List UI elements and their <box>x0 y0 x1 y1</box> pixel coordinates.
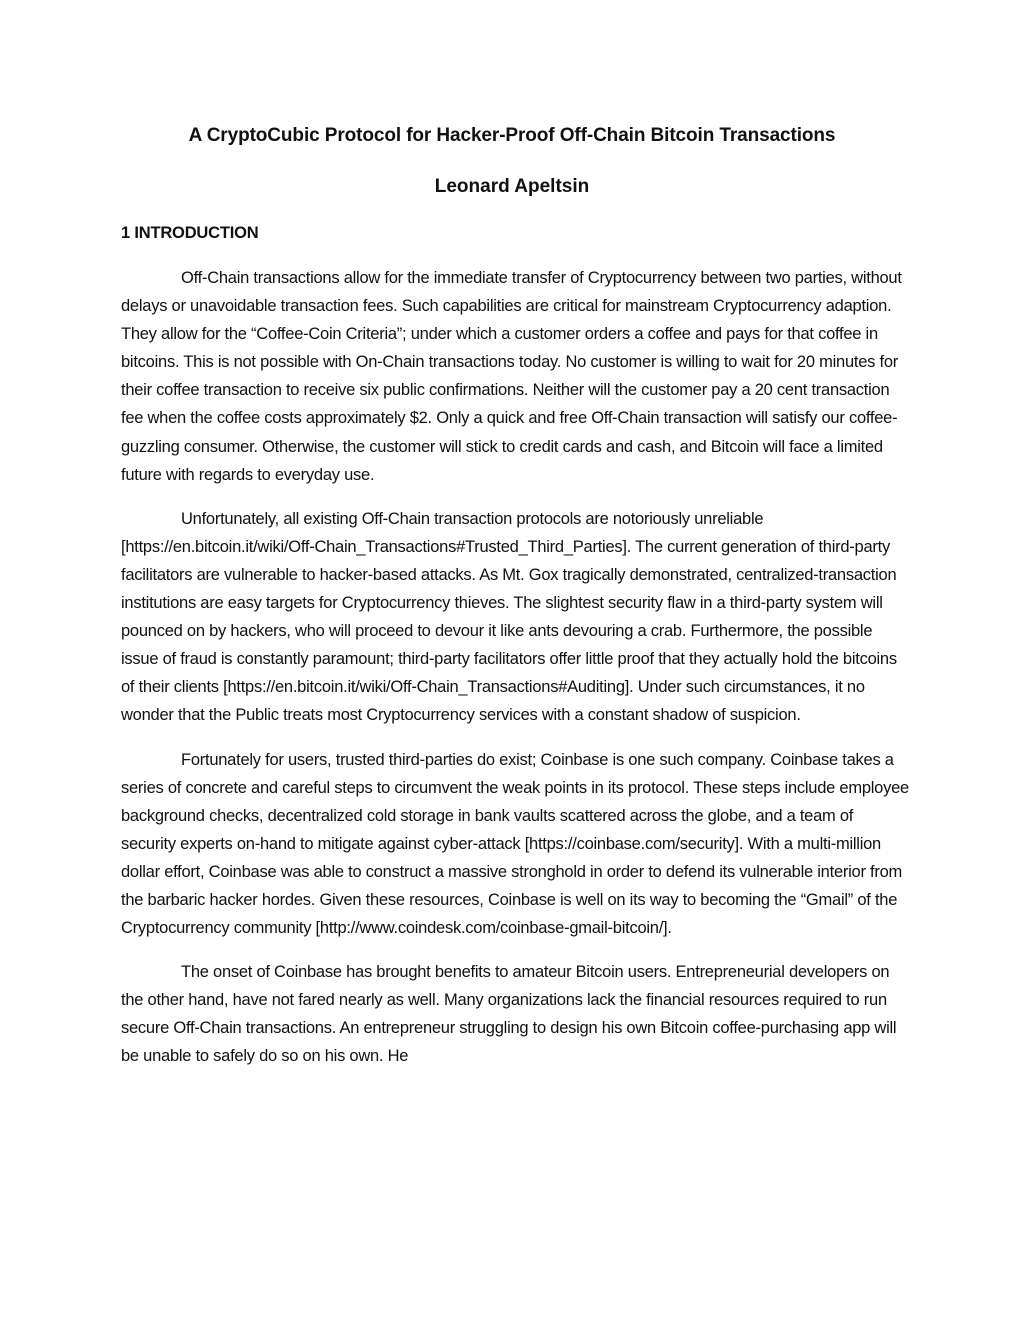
section-heading-introduction: 1 INTRODUCTION <box>121 224 259 242</box>
paragraph: The onset of Coinbase has brought benefits to amateur Bitcoin users. Entrepreneurial developers on the other hand, have not fared nearly as well. Many organizations lack the financial resources required to run secure Off-Chain transactions. An entrepreneur struggling to design his own Bitcoin coffee-purchasing app will be unable to safely do so on his own. He <box>121 963 897 1066</box>
paragraph: Fortunately for users, trusted third-parties do exist; Coinbase is one such company. Coinbase takes a series of concrete and careful steps to circumvent the weak points in its protocol. These steps include employee background checks, decentralized cold storage in bank vaults scattered across the globe, and a team of security experts on-hand to mitigate against cyber-attack [https://coinbase.com/security]. With a multi-million dollar effort, Coinbase was able to construct a massive stronghold in order to defend its vulnerable interior from the barbaric hacker hordes. Given these resources, Coinbase is well on its way to becoming the “Gmail” of the Cryptocurrency community [http://www.coindesk.com/coinbase-gmail-bitcoin/]. <box>121 750 909 938</box>
introduction-body <box>121 264 911 1087</box>
paper-title: A CryptoCubic Protocol for Hacker-Proof Off-Chain Bitcoin Transactions <box>188 125 836 146</box>
author-name: Leonard Apeltsin <box>434 176 590 197</box>
paragraph: Unfortunately, all existing Off-Chain transaction protocols are notoriously unreliable [https://en.bitcoin.it/wiki/Off-Chain_Transactions#Trusted_Third_Parties]. The current generation of third-party facilitators are vulnerable to hacker-based attacks. As Mt. Gox tragically demonstrated, centralized-transaction institutions are easy targets for Cryptocurrency thieves. The slightest security flaw in a third-party system will pounced on by hackers, who will proceed to devour it like ants devouring a crab. Furthermore, the possible issue of fraud is constantly paramount; third-party facilitators offer little proof that they actually hold the bitcoins of their clients [https://en.bitcoin.it/wiki/Off-Chain_Transactions#Auditing]. Under such circumstances, it no wonder that the Public treats most Cryptocurrency services with a constant shadow of suspicion. <box>121 509 897 725</box>
paragraph: Off-Chain transactions allow for the immediate transfer of Cryptocurrency between two parties, without delays or unavoidable transaction fees. Such capabilities are critical for mainstream Cryptocurrency adaption. They allow for the “Coffee-Coin Criteria”; under which a customer orders a coffee and pays for that coffee in bitcoins. This is not possible with On-Chain transactions today. No customer is willing to wait for 20 minutes for their coffee transaction to receive six public confirmations. Neither will the customer pay a 20 cent transaction fee when the coffee costs approximately $2. Only a quick and free Off-Chain transaction will satisfy our coffee-guzzling consumer. Otherwise, the customer will stick to credit cards and cash, and Bitcoin will face a limited future with regards to everyday use. <box>121 269 902 484</box>
